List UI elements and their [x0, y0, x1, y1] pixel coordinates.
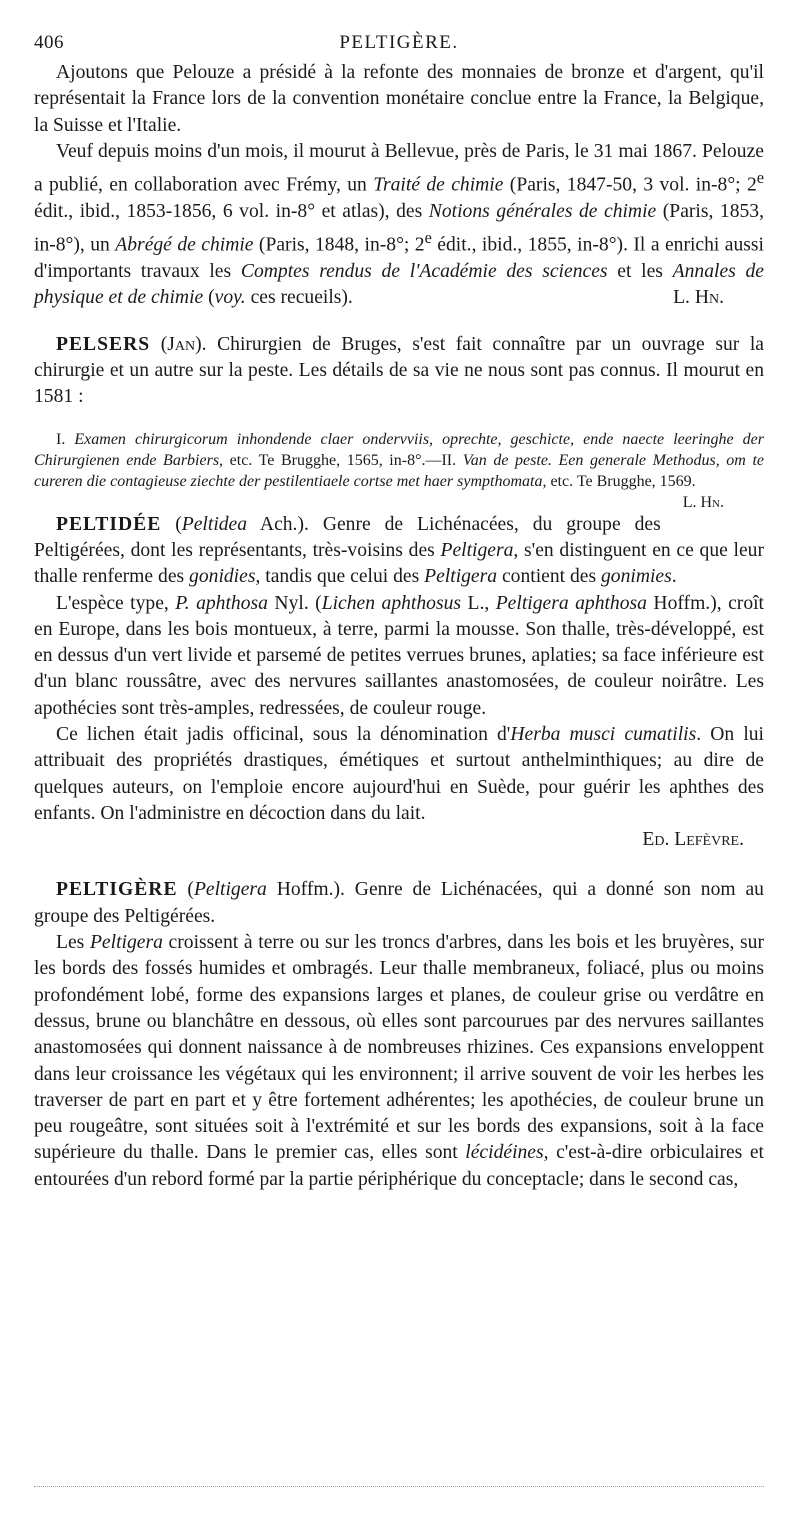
- book-title: Traité de chimie: [373, 174, 504, 196]
- text-run: (Paris, 1847-50, 3 vol. in-8°; 2: [503, 174, 757, 196]
- text-run: (Paris, 1853, in-8°), un: [34, 201, 764, 256]
- text-run: croissent à terre ou sur les troncs d'arbres, dans les bois et les bruyères, sur les bords des fossés humides et ombragés. Leur thalle membraneux, foliacé, plus ou moins profondément lobé, forme des expansions larges et planes, de couleur grise ou verdâtre en dessus, brune ou blanchâtre en dessous, où elles sont parcourues par des nervures saillantes anastomosées qui donnent naissance à de nombreuses rhizines. Ces expansions enveloppent dans leur croissance les végétaux qui les environnent; il arrive souvent de voir les herbes les traverser de part en part et y être fortement adhérentes; les apothécies, de couleur brune un peu rougeâtre, sont situées soit à l'extrémité et sur les bords des expansions, soit à la face supérieure du thalle. Dans le premier cas, elles sont: [34, 932, 764, 1164]
- text-run: Les: [56, 932, 90, 954]
- pelsers-bibliography: [34, 429, 765, 511]
- taxon-name: Lichen aphthosus: [321, 592, 461, 614]
- text-run: Hoffm.), croît en Europe, dans les bois montueux, à terre, parmi la mousse. Son thalle, très-développé, est en dessus d'un vert livide et parsemé de petites verrues brunes, aplaties; sa face inférieure est d'un blanc roussâtre, avec des nervures saillantes anastomosées, de couleur noirâtre. Les apothécies sont très-amples, redressées, de couleur rouge.: [34, 592, 765, 719]
- text-run: , tandis que celui des: [255, 566, 425, 588]
- text-run: Hoffm.). Genre de Lichénacées, qui a donné son nom au groupe des Peltigérées.: [34, 879, 764, 927]
- text-run: , etc. Te Brugghe, 1565, in-8°.—II.: [219, 451, 463, 469]
- text-run: , etc. Te Brugghe, 1569.: [542, 472, 696, 490]
- taxon-name: Peltigera: [440, 539, 514, 561]
- author-signature: L. Hn.: [673, 287, 724, 309]
- peltigere-paragraph-2: [34, 930, 764, 1193]
- article-peltigere: [34, 877, 764, 1193]
- headword: PELSERS: [56, 333, 151, 355]
- text-run: L'espèce type,: [56, 592, 176, 614]
- taxon-name: Peltigera: [424, 566, 498, 588]
- text-run: .: [671, 566, 677, 588]
- book-title: Abrégé de chimie: [115, 234, 254, 256]
- book-title: Examen chirurgicorum inhondende claer ondervviis, oprechte, geschicte, ende naecte leeringhe der Chirurgienen ende Barbiers: [34, 430, 765, 469]
- term: gonidies: [189, 566, 256, 588]
- journal-title: Comptes rendus de l'Académie des sciences: [240, 261, 608, 283]
- superscript: e: [756, 168, 765, 188]
- text-run: (: [161, 513, 182, 535]
- text-run: I.: [56, 430, 75, 448]
- text-run: (Paris, 1848, in-8°; 2: [253, 234, 425, 256]
- term: gonimies: [601, 566, 672, 588]
- text-run: (: [203, 287, 215, 309]
- page: [34, 30, 764, 1193]
- running-head: [34, 30, 764, 60]
- text-run: (: [177, 879, 194, 901]
- headword: PELTIGÈRE: [56, 879, 178, 901]
- article-pelouze-end: [34, 60, 764, 312]
- pelsers-paragraph: PELSERS (Jan). Chirurgien de Bruges, s'est fait connaître par un ouvrage sur la chirurgie et un autre sur la peste. Les détails de sa vie ne nous sont pas connus. Il mourut en 1581 :: [34, 333, 764, 408]
- text-run: édit., ibid., 1853-1856, 6 vol. in-8° et atlas), des: [34, 201, 429, 223]
- text-run: voy.: [214, 287, 246, 309]
- text-run: Ce lichen était jadis officinal, sous la dénomination d': [56, 724, 511, 745]
- text-run: Veuf depuis moins d'un mois, il mourut à Bellevue, près de Paris, le 31 mai 1867. Pelouze a publié, en collaboration avec Frémy, un: [34, 140, 764, 196]
- text-run: contient des: [497, 566, 601, 588]
- taxon-name: Herba musci cumatilis: [510, 724, 697, 745]
- peltidee-paragraph-2: [34, 591, 764, 722]
- text-run: Ach.). Genre de Lichénacées, du groupe des Peltigérées, dont les représentants, très-voisins des: [34, 513, 661, 561]
- taxon-name: P. aphthosa: [175, 592, 268, 614]
- text-run: . Chirurgien de Bruges, s'est fait connaître par un ouvrage sur la chirurgie et un autre sur la peste. Les détails de sa vie ne nous sont pas connus. Il mourut en 1581 :: [34, 333, 764, 408]
- footer-dotted-rule: [34, 1486, 764, 1488]
- page-number: 406: [34, 32, 64, 53]
- taxon-name: Peltigera: [193, 879, 267, 901]
- running-title: PELTIGÈRE.: [339, 32, 459, 53]
- text-run: édit., ibid., 1855, in-8°). Il a enrichi aussi d'importants travaux les: [34, 234, 764, 283]
- pelouze-paragraph-1: Ajoutons que Pelouze a présidé à la refonte des monnaies de bronze et d'argent, qu'il représentait la France lors de la convention monétaire conclue entre la France, la Belgique, la Suisse et l'Italie.: [34, 62, 764, 136]
- author-signature: Ed. Lefèvre.: [642, 829, 744, 851]
- headword: PELTIDÉE: [56, 513, 162, 535]
- book-title: Notions générales de chimie: [428, 201, 657, 223]
- text-run: , s'en distinguent en ce que leur thalle renferme des: [34, 539, 764, 588]
- author-signature: L. Hn.: [682, 493, 724, 511]
- text-run: Nyl. (: [267, 592, 322, 614]
- text-run: L.,: [461, 592, 496, 614]
- pelouze-paragraph-2: [34, 139, 764, 312]
- journal-title: Annales de physique et de chimie: [34, 261, 764, 309]
- forename: Jan: [167, 333, 196, 355]
- text-run: ces recueils).: [245, 287, 353, 309]
- text-run: et les: [607, 261, 673, 283]
- text-run: . On lui attribuait des propriétés drastiques, émétiques et surtout anthelminthiques; au dire de quelques auteurs, on l'emploie encore aujourd'hui en Suède, pour guérir les aphthes des enfants. On l'administre en décoction dans du lait.: [34, 724, 764, 824]
- taxon-name: Peltigera aphthosa: [495, 592, 647, 614]
- article-pelsers: [34, 332, 765, 511]
- peltidee-paragraph-1: [34, 512, 764, 591]
- peltigere-paragraph-1: [34, 877, 764, 930]
- book-title: Van de peste. Een generale Methodus, om te cureren die contagieuse ziechte der pestilentiaele cortse met haer sympthomata: [34, 451, 765, 490]
- term: lécidéines: [465, 1142, 544, 1164]
- taxon-name: Peltigera: [89, 932, 163, 954]
- peltidee-paragraph-3: [34, 722, 764, 827]
- article-peltidee: [34, 512, 764, 854]
- superscript: e: [424, 228, 432, 248]
- taxon-name: Peltidea: [181, 513, 248, 535]
- text-run: , c'est-à-dire orbiculaires et entourées d'un rebord formé par la partie périphérique du conceptacle; dans le second cas,: [34, 1142, 764, 1190]
- author-signature-line: [34, 827, 744, 853]
